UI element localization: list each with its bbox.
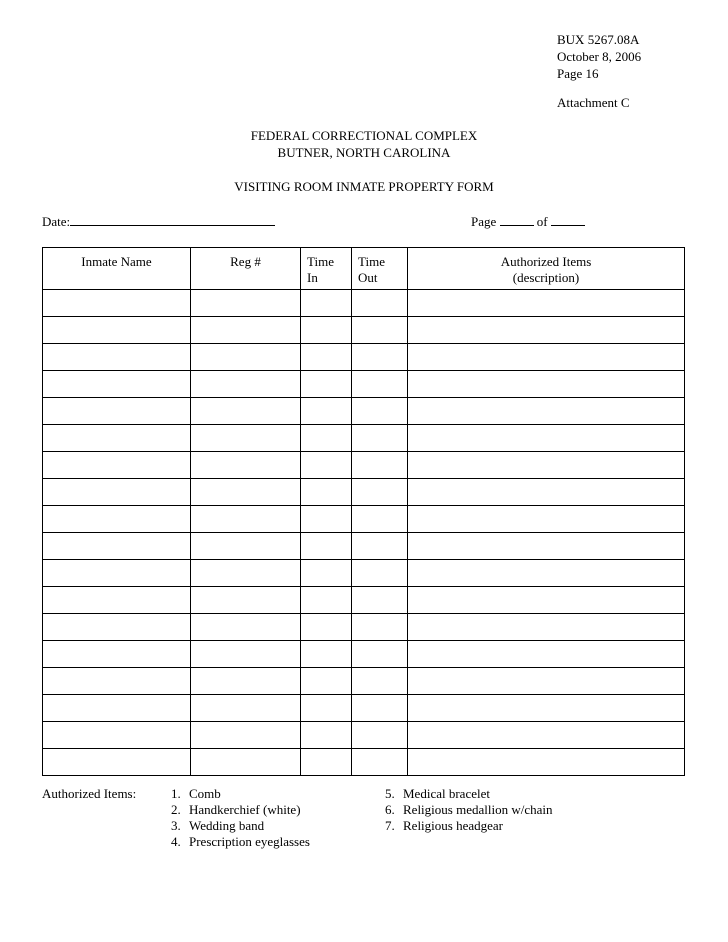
authorized-items-cell[interactable] — [408, 479, 685, 506]
page-total-blank[interactable] — [551, 213, 585, 226]
time-in-cell[interactable] — [301, 506, 352, 533]
inmate-name-cell[interactable] — [43, 749, 191, 776]
list-item: 4. Prescription eyeglasses — [171, 834, 310, 849]
reg-number-cell[interactable] — [191, 533, 301, 560]
reg-number-cell[interactable] — [191, 668, 301, 695]
authorized-items-cell[interactable] — [408, 641, 685, 668]
date-label: Date: — [42, 214, 71, 229]
time-out-cell[interactable] — [352, 479, 408, 506]
table-row — [43, 452, 685, 479]
doc-number: BUX 5267.08A — [557, 32, 640, 47]
reg-number-cell[interactable] — [191, 317, 301, 344]
table-row — [43, 722, 685, 749]
authorized-items-cell[interactable] — [408, 452, 685, 479]
time-in-cell[interactable] — [301, 722, 352, 749]
inmate-name-cell[interactable] — [43, 614, 191, 641]
time-out-cell[interactable] — [352, 398, 408, 425]
time-in-cell[interactable] — [301, 695, 352, 722]
list-item: 1. Comb — [171, 786, 221, 801]
time-in-cell[interactable] — [301, 668, 352, 695]
time-in-cell[interactable] — [301, 452, 352, 479]
reg-number-cell[interactable] — [191, 452, 301, 479]
authorized-items-cell[interactable] — [408, 344, 685, 371]
reg-number-cell[interactable] — [191, 425, 301, 452]
inmate-name-cell[interactable] — [43, 668, 191, 695]
authorized-items-cell[interactable] — [408, 695, 685, 722]
reg-number-cell[interactable] — [191, 371, 301, 398]
table-row — [43, 614, 685, 641]
time-out-cell[interactable] — [352, 344, 408, 371]
page-field — [471, 213, 585, 230]
authorized-items-list-left — [171, 786, 310, 850]
inmate-name-cell[interactable] — [43, 290, 191, 317]
time-in-cell[interactable] — [301, 560, 352, 587]
inmate-name-cell[interactable] — [43, 506, 191, 533]
table-body — [43, 290, 685, 776]
time-out-cell[interactable] — [352, 614, 408, 641]
inmate-name-cell[interactable] — [43, 479, 191, 506]
table-row — [43, 317, 685, 344]
reg-number-cell[interactable] — [191, 614, 301, 641]
time-in-cell[interactable] — [301, 398, 352, 425]
document-header — [557, 31, 641, 111]
reg-number-cell[interactable] — [191, 695, 301, 722]
time-out-cell[interactable] — [352, 641, 408, 668]
time-in-cell[interactable] — [301, 641, 352, 668]
table-row — [43, 533, 685, 560]
time-out-cell[interactable] — [352, 317, 408, 344]
inmate-name-cell[interactable] — [43, 587, 191, 614]
time-in-cell[interactable] — [301, 317, 352, 344]
date-field — [42, 213, 275, 230]
reg-number-cell[interactable] — [191, 344, 301, 371]
doc-date: October 8, 2006 — [557, 49, 642, 64]
time-in-cell[interactable] — [301, 587, 352, 614]
time-in-cell[interactable] — [301, 425, 352, 452]
table-row — [43, 641, 685, 668]
of-label: of — [536, 214, 548, 229]
inmate-name-cell[interactable] — [43, 317, 191, 344]
time-in-cell[interactable] — [301, 749, 352, 776]
reg-number-cell[interactable] — [191, 587, 301, 614]
time-out-cell[interactable] — [352, 290, 408, 317]
reg-number-cell[interactable] — [191, 749, 301, 776]
reg-number-cell[interactable] — [191, 722, 301, 749]
authorized-items-cell[interactable] — [408, 749, 685, 776]
time-in-cell[interactable] — [301, 290, 352, 317]
table-row — [43, 290, 685, 317]
list-item: 7. Religious headgear — [385, 818, 503, 833]
col-reg-number: Reg # — [191, 248, 301, 290]
reg-number-cell[interactable] — [191, 479, 301, 506]
reg-number-cell[interactable] — [191, 398, 301, 425]
authorized-items-cell[interactable] — [408, 398, 685, 425]
time-in-cell[interactable] — [301, 479, 352, 506]
attachment-label: Attachment C — [557, 95, 630, 110]
date-blank[interactable] — [70, 213, 275, 226]
authorized-items-cell[interactable] — [408, 668, 685, 695]
table-row — [43, 371, 685, 398]
authorized-items-label: Authorized Items: — [42, 786, 137, 801]
table-header-row — [43, 248, 685, 290]
time-in-cell[interactable] — [301, 371, 352, 398]
inmate-name-cell[interactable] — [43, 452, 191, 479]
inmate-name-cell[interactable] — [43, 722, 191, 749]
facility-location: BUTNER, NORTH CAROLINA — [277, 145, 451, 160]
list-item: 2. Handkerchief (white) — [171, 802, 301, 817]
table-row — [43, 344, 685, 371]
time-out-cell[interactable] — [352, 587, 408, 614]
table-row — [43, 479, 685, 506]
time-in-cell[interactable] — [301, 533, 352, 560]
authorized-items-cell[interactable] — [408, 425, 685, 452]
reg-number-cell[interactable] — [191, 290, 301, 317]
form-title: VISITING ROOM INMATE PROPERTY FORM — [234, 179, 494, 194]
list-item: 5. Medical bracelet — [385, 786, 490, 801]
col-inmate-name: Inmate Name — [43, 248, 191, 290]
inmate-name-cell[interactable] — [43, 533, 191, 560]
time-out-cell[interactable] — [352, 722, 408, 749]
inmate-name-cell[interactable] — [43, 560, 191, 587]
time-out-cell[interactable] — [352, 506, 408, 533]
time-out-cell[interactable] — [352, 695, 408, 722]
property-table — [42, 247, 685, 776]
authorized-items-cell[interactable] — [408, 587, 685, 614]
time-out-cell[interactable] — [352, 371, 408, 398]
page-number-blank[interactable] — [500, 213, 534, 226]
col-time-out: Time Out — [352, 248, 408, 290]
time-in-cell[interactable] — [301, 344, 352, 371]
inmate-name-cell[interactable] — [43, 398, 191, 425]
inmate-name-cell[interactable] — [43, 425, 191, 452]
table-row — [43, 587, 685, 614]
authorized-items-cell[interactable] — [408, 371, 685, 398]
table-row — [43, 749, 685, 776]
inmate-name-cell[interactable] — [43, 344, 191, 371]
col-time-in: Time In — [301, 248, 352, 290]
time-out-cell[interactable] — [352, 533, 408, 560]
page-label: Page — [471, 214, 497, 229]
inmate-name-cell[interactable] — [43, 695, 191, 722]
reg-number-cell[interactable] — [191, 641, 301, 668]
table-row — [43, 560, 685, 587]
time-out-cell[interactable] — [352, 452, 408, 479]
list-item: 6. Religious medallion w/chain — [385, 802, 553, 817]
time-out-cell[interactable] — [352, 749, 408, 776]
list-item: 3. Wedding band — [171, 818, 265, 833]
authorized-items-cell[interactable] — [408, 317, 685, 344]
time-out-cell[interactable] — [352, 425, 408, 452]
time-out-cell[interactable] — [352, 668, 408, 695]
table-row — [43, 425, 685, 452]
authorized-items-list-right — [385, 786, 552, 834]
time-in-cell[interactable] — [301, 614, 352, 641]
authorized-items-cell[interactable] — [408, 506, 685, 533]
inmate-name-cell[interactable] — [43, 371, 191, 398]
facility-name: FEDERAL CORRECTIONAL COMPLEX — [250, 128, 478, 143]
reg-number-cell[interactable] — [191, 506, 301, 533]
authorized-items-cell[interactable] — [408, 614, 685, 641]
table-row — [43, 695, 685, 722]
table-row — [43, 506, 685, 533]
authorized-items-cell[interactable] — [408, 560, 685, 587]
table-row — [43, 398, 685, 425]
inmate-name-cell[interactable] — [43, 641, 191, 668]
authorized-items-cell[interactable] — [408, 722, 685, 749]
time-out-cell[interactable] — [352, 560, 408, 587]
doc-page: Page 16 — [557, 66, 599, 81]
authorized-items-cell[interactable] — [408, 533, 685, 560]
reg-number-cell[interactable] — [191, 560, 301, 587]
col-authorized-items: Authorized Items (description) — [408, 248, 685, 290]
table-row — [43, 668, 685, 695]
authorized-items-cell[interactable] — [408, 290, 685, 317]
